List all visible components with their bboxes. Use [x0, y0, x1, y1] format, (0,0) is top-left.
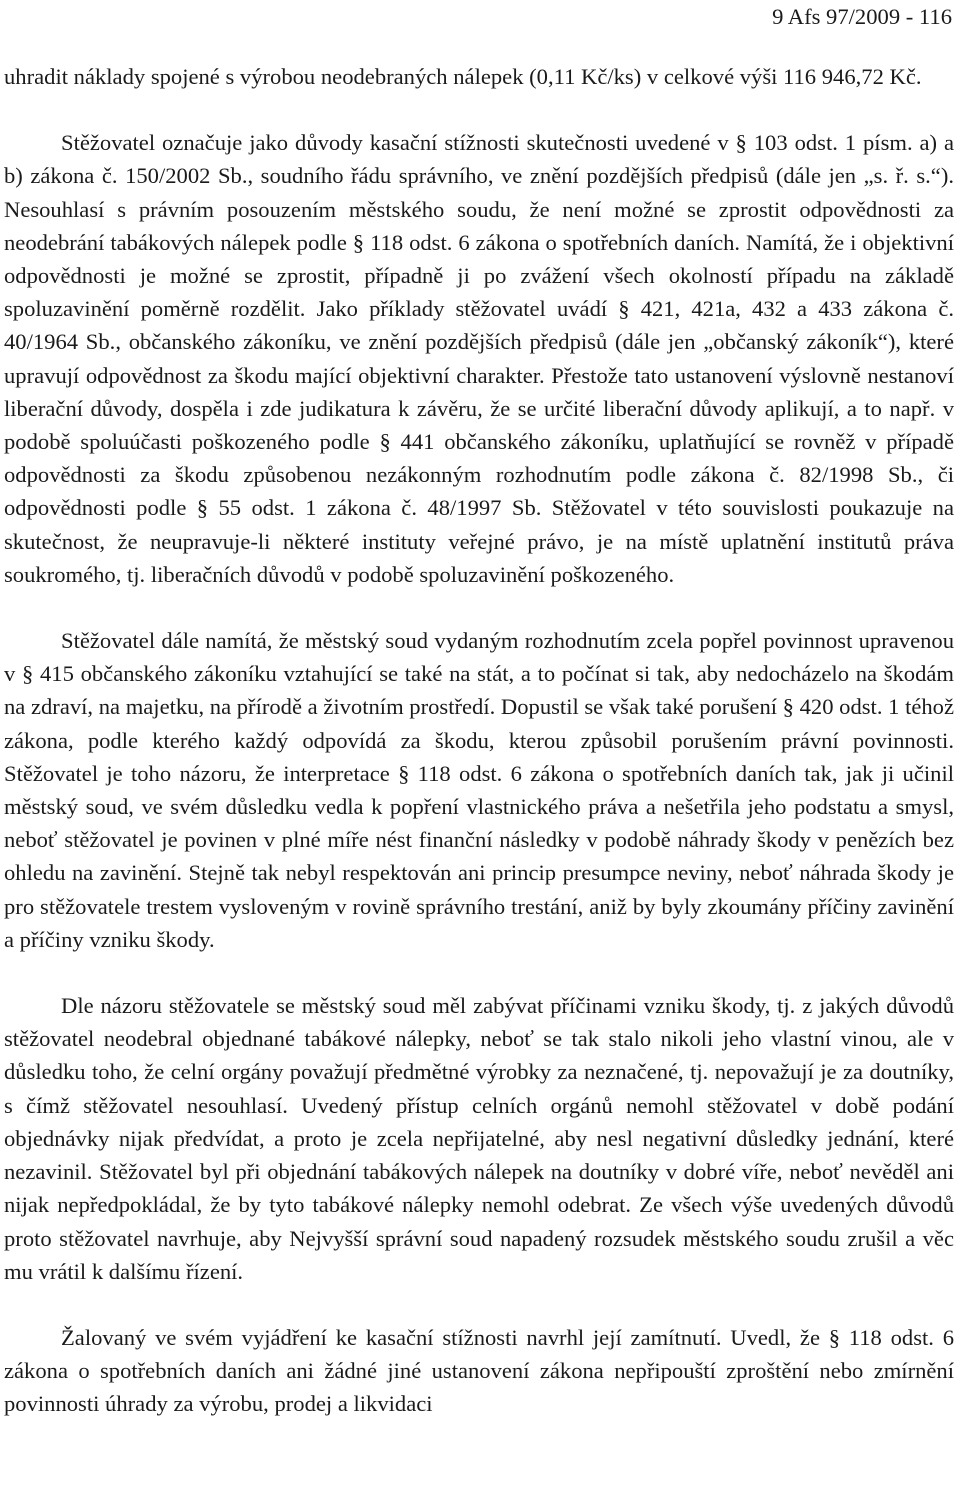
document-body	[4, 60, 954, 1421]
paragraph-3: Stěžovatel dále namítá, že městský soud vydaným rozhodnutím zcela popřel povinnost upravenou v § 415 občanského zákoníku vztahující se také na stát, a to počínat si tak, aby nedocházelo na škodám na zdraví, na majetku, na přírodě a životním prostředí. Dopustil se však také porušení § 420 odst. 1 téhož zákona, podle kterého každý odpovídá za škodu, kterou způsobil porušením právní povinnosti. Stěžovatel je toho názoru, že interpretace § 118 odst. 6 zákona o spotřebních daních tak, jak ji učinil městský soud, ve svém důsledku vedla k popření vlastnického práva a nešetřila jeho podstatu a smysl, neboť stěžovatel je povinen v plné míře nést finanční následky v podobě náhrady škody v penězích bez ohledu na zavinění. Stejně tak nebyl respektován ani princip presumpce neviny, neboť náhrada škody je pro stěžovatele trestem vysloveným v rovině správního trestání, aniž by byly zkoumány příčiny zavinění a příčiny vzniku škody.	[4, 628, 954, 952]
paragraph-4: Dle názoru stěžovatele se městský soud měl zabývat příčinami vzniku škody, tj. z jakých důvodů stěžovatel neodebral objednané tabákové nálepky, neboť se tak stalo nikoli jeho vlastní vinou, ale v důsledku toho, že celní orgány považují předmětné výrobky za neznačené, tj. nepovažují je za doutníky, s čímž stěžovatel nesouhlasí. Uvedený přístup celních orgánů nemohl stěžovatel v době podání objednávky nijak předvídat, a proto je zcela nepřijatelné, aby nesl negativní důsledky jednání, které nezavinil. Stěžovatel byl při objednání tabákových nálepek na doutníky v dobré víře, neboť nevěděl ani nijak nepředpokládal, že by tyto tabákové nálepky nemohl odebrat. Ze všech výše uvedených důvodů proto stěžovatel navrhuje, aby Nejvyšší správní soud napadený rozsudek městského soudu zrušil a věc mu vrátil k dalšímu řízení.	[4, 993, 954, 1284]
paragraph-1: uhradit náklady spojené s výrobou neodebraných nálepek (0,11 Kč/ks) v celkové výši 116 946,72 Kč.	[4, 64, 922, 89]
paragraph-5: Žalovaný ve svém vyjádření ke kasační stížnosti navrhl její zamítnutí. Uvedl, že § 118 odst. 6 zákona o spotřebních daních ani žádné jiné ustanovení zákona nepřipouští zproštění nebo zmírnění povinnosti úhrady za výrobu, prodej a likvidaci	[4, 1324, 954, 1417]
paragraph-2: Stěžovatel označuje jako důvody kasační stížnosti skutečnosti uvedené v § 103 odst. 1 písm. a) a b) zákona č. 150/2002 Sb., soudního řádu správního, ve znění pozdějších předpisů (dále jen „s. ř. s.“). Nesouhlasí s právním posouzením městského soudu, že není možné se zprostit odpovědnosti za neodebrání tabákových nálepek podle § 118 odst. 6 zákona o spotřebních daních. Namítá, že i objektivní odpovědnosti je možné se zprostit, případně ji po zvážení všech okolností případu na základě spoluzavinění poměrně rozdělit. Jako příklady stěžovatel uvádí § 421, 421a, 432 a 433 zákona č. 40/1964 Sb., občanského zákoníku, ve znění pozdějších předpisů (dále jen „občanský zákoník“), které upravují odpovědnost za škodu mající objektivní charakter. Přestože tato ustanovení výslovně nestanoví liberační důvody, dospěla i zde judikatura k závěru, že se určité liberační důvody aplikují, a to např. v podobě spoluúčasti poškozeného podle § 441 občanského zákoníku, uplatňující se rovněž v případě odpovědnosti za škodu způsobenou nezákonným rozhodnutím podle zákona č. 82/1998 Sb., či odpovědnosti podle § 55 odst. 1 zákona č. 48/1997 Sb. Stěžovatel v této souvislosti poukazuje na skutečnost, že neupravuje-li některé instituty veřejné právo, je na místě uplatnění institutů práva soukromého, tj. liberačních důvodů v podobě spoluzavinění poškozeného.	[4, 130, 954, 587]
case-number: 9 Afs 97/2009 - 116	[772, 4, 952, 29]
